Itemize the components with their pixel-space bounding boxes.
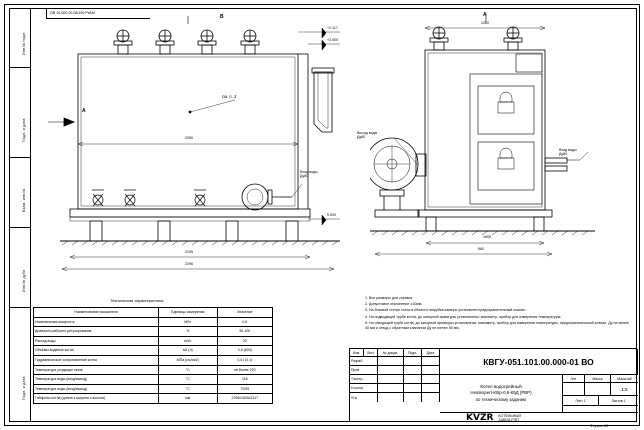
sheet-value: 1	[583, 398, 586, 403]
margin-label-1: Подп. и дата	[22, 118, 26, 142]
table-row	[34, 384, 273, 394]
table-row	[34, 327, 273, 337]
role-name-2	[378, 375, 404, 384]
rev-head-doc: № докум.	[383, 350, 398, 355]
revision-col-docnum	[378, 349, 404, 357]
role-sign-2	[404, 375, 422, 384]
role-row-3	[350, 384, 378, 393]
left-margin-strip	[9, 8, 31, 422]
right-section-view	[370, 14, 600, 264]
stage-header-lit	[563, 375, 585, 383]
table-row	[34, 355, 273, 365]
product-line2: по техническому заданию	[475, 397, 527, 403]
company-divider	[440, 412, 638, 413]
spec-row-6-unit: °С	[159, 375, 218, 385]
spec-header-value: Значение	[217, 308, 272, 318]
stage-header-scale	[611, 375, 638, 383]
stage-value-scale	[611, 383, 638, 396]
top-left-note: ОВ 10-000 00 08/150 РzБМ	[50, 11, 95, 15]
stage-head-massa: Масса	[592, 376, 603, 381]
stage-value-lit	[563, 383, 585, 396]
spec-row-8-name: Габариты котла (длина х ширина х высота)	[34, 394, 159, 404]
table-row	[34, 346, 273, 356]
spec-row-0-name: Номинальная мощность	[34, 317, 159, 327]
sheet-label: Лист	[575, 398, 583, 403]
role-label-3: Н.контр.	[351, 386, 365, 390]
dim-960: 1605	[483, 235, 491, 239]
stage-head-lit: Лит.	[570, 376, 577, 381]
margin-label-0: Инв.№ подп	[22, 32, 26, 55]
drawing-designation	[440, 349, 638, 375]
role-date-3	[422, 384, 440, 393]
margin-label-2: Взам. инв.№	[22, 188, 26, 212]
left-elevation-view	[40, 14, 370, 294]
spec-row-2-name: Расход воды	[34, 336, 159, 346]
product-name-block	[440, 375, 563, 413]
rev-head-data: Дата	[426, 350, 435, 355]
dim-2050: 2050	[185, 136, 193, 140]
spec-row-1-name: Диапазон рабочего регулирования	[34, 327, 159, 337]
spec-row-5-value: не более 220	[217, 365, 272, 375]
spec-row-8-value: 2296х1605х2117	[217, 394, 272, 404]
callout-water-out-line2: Ду80	[357, 135, 366, 140]
role-sign-1	[404, 366, 422, 375]
spec-row-4-value: 0,01 (0,1)	[217, 355, 272, 365]
note-item-2: 2. Допустимое отклонение ±10мм.	[365, 302, 423, 307]
callout-water-in-left	[300, 170, 318, 179]
spec-header-name: Наименование показателя	[34, 308, 159, 318]
spec-row-4-name: Гидравлическое сопротивление котла	[34, 355, 159, 365]
role-name-4	[378, 393, 404, 402]
note-item-1: 1. Все размеры для справок.	[365, 296, 414, 300]
spec-row-6-name: Температура воды (вход/выход)	[34, 375, 159, 385]
stage-value-massa	[585, 383, 611, 396]
sheets-value: 1	[623, 398, 626, 403]
role-date-0	[422, 357, 440, 366]
margin-label-4: Подп. и дата	[22, 376, 26, 400]
table-row	[34, 336, 273, 346]
note-item-4: 4. На подводящей трубе котла, до запорной арматуры установлены: манометр, прибор для измерения температуры.	[365, 314, 562, 319]
table-row	[34, 317, 273, 327]
sheets-label: Листов	[611, 398, 623, 403]
callout-water-in-right	[559, 148, 577, 157]
table-row	[34, 394, 273, 404]
note-ref-label: см. п. 3	[222, 94, 237, 99]
spec-table-header-row	[34, 308, 273, 318]
revision-col-data	[422, 349, 440, 357]
elevation-0000: 0.000	[327, 213, 336, 217]
role-date-2	[422, 375, 440, 384]
sheet-number-cell	[563, 396, 599, 406]
product-name: Котел водогрейный	[480, 383, 522, 389]
role-label-2: Т.контр.	[351, 377, 364, 381]
spec-row-1-unit: %	[159, 327, 218, 337]
callout-water-in-left-line2: Ду80	[300, 174, 309, 179]
format-label: Формат A3	[590, 424, 609, 428]
spec-table	[33, 307, 273, 404]
role-name-0	[378, 357, 404, 366]
sheets-total-cell	[599, 396, 638, 406]
note-item-3: 3. На боковой стенке котла в области патрубка камеры установлен предохранительный клапан.	[365, 308, 526, 313]
role-name-3	[378, 384, 404, 393]
role-row-0	[350, 357, 378, 366]
dim-1260: 1260	[481, 21, 489, 25]
spec-row-3-value: 0,6 (600)	[217, 346, 272, 356]
spec-row-0-unit: МВт	[159, 317, 218, 327]
spec-row-1-value: 50-100	[217, 327, 272, 337]
product-line1: Heatexpert-KBp-0,6-К5Д (РВР)	[470, 390, 532, 396]
callout-water-out	[357, 131, 377, 140]
rev-head-podp: Подп.	[407, 350, 417, 355]
spec-row-4-unit: МПа (кгс/см2)	[159, 355, 218, 365]
company-line1: КОТЕЛЬНЫЙ	[498, 413, 521, 418]
spec-row-7-value: 70/95	[217, 384, 272, 394]
company-logo: KVZR	[466, 413, 494, 423]
role-date-4	[422, 393, 440, 402]
company-line2: ЗАВОД РЭП	[498, 418, 519, 422]
section-marker-a-left: А	[82, 108, 86, 114]
callout-water-out-line1: Выход воды	[357, 131, 378, 135]
callout-water-in-right-line2: Ду80	[559, 152, 568, 157]
role-row-4	[350, 393, 378, 402]
spec-table-caption: Техническая характеристика	[110, 298, 164, 303]
title-block	[349, 348, 637, 422]
role-row-2	[350, 375, 378, 384]
spec-row-3-unit: м3 (л)	[159, 346, 218, 356]
spec-row-3-name: Объёмы водяные котла	[34, 346, 159, 356]
dim-1605: 960	[478, 247, 484, 251]
table-row	[34, 365, 273, 375]
role-label-4: Утв.	[351, 395, 358, 400]
dim-2296: 2296	[185, 262, 193, 266]
role-date-1	[422, 366, 440, 375]
role-sign-3	[404, 384, 422, 393]
stage-header-massa	[585, 375, 611, 383]
stage-val-scale: 1:5	[621, 386, 628, 392]
margin-label-3: Инв.№ дубл.	[22, 268, 26, 292]
callout-water-in-left-line1: Вход воды	[300, 170, 318, 174]
spec-row-7-name: Температура воды (вход/выход)	[34, 384, 159, 394]
view-label-left: В	[220, 14, 224, 20]
role-name-1	[378, 366, 404, 375]
elevation-2000: +2.000	[327, 38, 339, 42]
spec-row-8-unit: мм	[159, 394, 218, 404]
role-sign-0	[404, 357, 422, 366]
role-row-1	[350, 366, 378, 375]
spec-row-5-unit: °С	[159, 365, 218, 375]
dim-2195: 2195	[185, 250, 193, 254]
company-name	[498, 414, 521, 423]
stage-head-scale: Масштаб	[617, 376, 632, 381]
spec-row-0-value: 0,6	[217, 317, 272, 327]
revision-col-list	[364, 349, 378, 357]
company-block	[440, 413, 638, 423]
note-item-5: 5. На отводящей трубе котла, до запорной арматуры установлены: манометр, прибор для измерения температуры, предохранительный клапан. Ду не менее 40 мм и отвод с обратным клапаном Ду не менее 50 мм.	[365, 320, 629, 331]
table-row	[34, 375, 273, 385]
spec-row-2-unit: м3/ч	[159, 336, 218, 346]
elevation-2117: +2.117	[327, 26, 338, 30]
role-sign-4	[404, 393, 422, 402]
view-label-right: А	[483, 12, 487, 18]
callout-water-in-right-line1: Вход воды	[559, 148, 577, 152]
spec-row-6-value: 115	[217, 375, 272, 385]
notes-block	[365, 296, 630, 331]
rev-head-list: Лист	[366, 350, 375, 355]
spec-header-unit: Единицы измерения	[159, 308, 218, 318]
role-label-1: Пров.	[351, 368, 360, 372]
revision-col-podp	[404, 349, 422, 357]
role-label-0: Разраб.	[351, 359, 364, 363]
drawing-designation-text: КВГУ-051.101.00.000-01 ВО	[483, 356, 594, 367]
rev-head-izm: Изм.	[352, 350, 361, 355]
spec-row-2-value: 20	[217, 336, 272, 346]
spec-row-7-unit: °С	[159, 384, 218, 394]
revision-col-izm	[350, 349, 364, 357]
spec-row-5-name: Температура уходящих газов	[34, 365, 159, 375]
